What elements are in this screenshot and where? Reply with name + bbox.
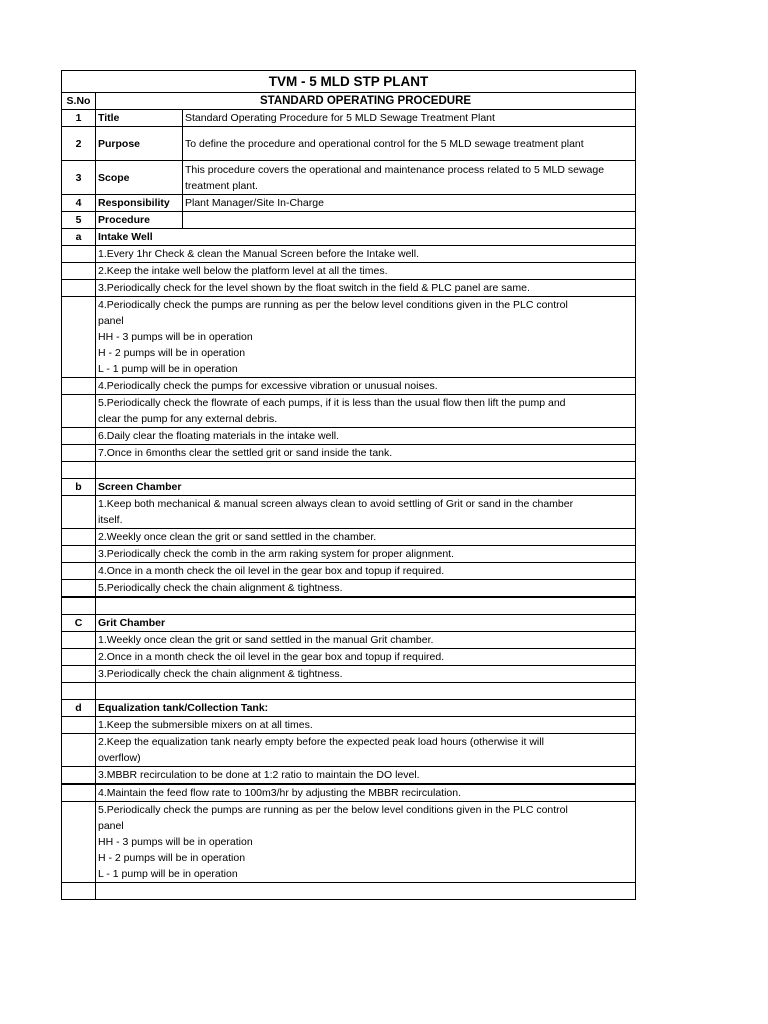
- row-label: Scope: [96, 161, 183, 195]
- step-number-cell: [62, 263, 96, 280]
- step-row: [62, 546, 636, 563]
- section-letter: C: [62, 615, 96, 632]
- step-number-cell: [62, 734, 96, 767]
- blank-cell: [96, 462, 636, 479]
- step-line: HH - 3 pumps will be in operation: [98, 836, 253, 848]
- step-line: 6.Daily clear the floating materials in the intake well.: [98, 430, 340, 442]
- step-line: panel: [98, 820, 124, 832]
- step-number-cell: [62, 496, 96, 529]
- row-number: 4: [62, 195, 96, 212]
- step-number-cell: [62, 428, 96, 445]
- step-text: [96, 529, 636, 546]
- step-line: clear the pump for any external debris.: [98, 413, 278, 425]
- section-name: Screen Chamber: [96, 479, 636, 496]
- step-text: [96, 767, 636, 785]
- step-text: [96, 580, 636, 598]
- section-name: Grit Chamber: [96, 615, 636, 632]
- step-row: [62, 649, 636, 666]
- row-label: Procedure: [96, 212, 183, 229]
- row-number: 5: [62, 212, 96, 229]
- blank-row: [62, 462, 636, 479]
- info-row: [62, 212, 636, 229]
- step-line: HH - 3 pumps will be in operation: [98, 331, 253, 343]
- step-row: [62, 263, 636, 280]
- section-name: Equalization tank/Collection Tank:: [96, 700, 636, 717]
- step-line: 3.Periodically check for the level shown by the float switch in the field & PLC panel are same.: [98, 282, 530, 294]
- row-value: This procedure covers the operational and maintenance process related to 5 MLD sewage treatment plant.: [183, 161, 636, 195]
- row-number: 3: [62, 161, 96, 195]
- step-line: 1.Keep both mechanical & manual screen always clean to avoid settling of Grit or sand in the chamber: [98, 498, 574, 510]
- sno-header: S.No: [62, 93, 96, 110]
- step-text: [96, 649, 636, 666]
- section-header-row: [62, 479, 636, 496]
- step-text: [96, 428, 636, 445]
- blank-cell: [62, 597, 96, 615]
- step-text: [96, 297, 636, 378]
- row-number: 1: [62, 110, 96, 127]
- info-row: [62, 161, 636, 195]
- step-text: [96, 496, 636, 529]
- blank-cell: [62, 462, 96, 479]
- blank-cell: [62, 683, 96, 700]
- row-value: To define the procedure and operational control for the 5 MLD sewage treatment plant: [183, 127, 636, 161]
- step-line: 4.Periodically check the pumps are running as per the below level conditions given in the PLC control: [98, 299, 568, 311]
- step-line: itself.: [98, 514, 123, 526]
- blank-cell: [96, 883, 636, 900]
- step-line: 3.Periodically check the comb in the arm raking system for proper alignment.: [98, 548, 454, 560]
- step-row: [62, 784, 636, 802]
- step-line: L - 1 pump will be in operation: [98, 363, 238, 375]
- step-number-cell: [62, 445, 96, 462]
- sop-table-body: [62, 71, 636, 900]
- step-number-cell: [62, 717, 96, 734]
- info-row: [62, 110, 636, 127]
- step-row: [62, 580, 636, 598]
- step-line: 4.Maintain the feed flow rate to 100m3/hr by adjusting the MBBR recirculation.: [98, 787, 462, 799]
- section-name: Intake Well: [96, 229, 636, 246]
- step-line: 1.Every 1hr Check & clean the Manual Screen before the Intake well.: [98, 248, 420, 260]
- blank-cell: [96, 597, 636, 615]
- step-text: [96, 784, 636, 802]
- step-number-cell: [62, 649, 96, 666]
- step-row: [62, 395, 636, 428]
- blank-row: [62, 883, 636, 900]
- step-text: [96, 546, 636, 563]
- step-line: L - 1 pump will be in operation: [98, 868, 238, 880]
- step-number-cell: [62, 280, 96, 297]
- row-value: Standard Operating Procedure for 5 MLD Sewage Treatment Plant: [183, 110, 636, 127]
- step-text: [96, 378, 636, 395]
- step-line: H - 2 pumps will be in operation: [98, 852, 246, 864]
- title-row: [62, 71, 636, 93]
- sop-document: [61, 70, 635, 900]
- step-text: [96, 445, 636, 462]
- step-text: [96, 666, 636, 683]
- step-row: [62, 280, 636, 297]
- step-number-cell: [62, 529, 96, 546]
- step-line: 3.Periodically check the chain alignment & tightness.: [98, 668, 343, 680]
- step-line: 2.Keep the intake well below the platform level at all the times.: [98, 265, 388, 277]
- step-row: [62, 717, 636, 734]
- blank-row: [62, 597, 636, 615]
- row-label: Purpose: [96, 127, 183, 161]
- step-row: [62, 666, 636, 683]
- step-number-cell: [62, 297, 96, 378]
- section-header-row: [62, 615, 636, 632]
- step-text: [96, 802, 636, 883]
- header-row: [62, 93, 636, 110]
- step-number-cell: [62, 632, 96, 649]
- step-text: [96, 717, 636, 734]
- info-row: [62, 127, 636, 161]
- section-letter: d: [62, 700, 96, 717]
- blank-cell: [62, 883, 96, 900]
- step-row: [62, 632, 636, 649]
- step-number-cell: [62, 802, 96, 883]
- step-row: [62, 246, 636, 263]
- step-number-cell: [62, 378, 96, 395]
- step-number-cell: [62, 666, 96, 683]
- step-text: [96, 395, 636, 428]
- section-header-row: [62, 229, 636, 246]
- step-line: 3.MBBR recirculation to be done at 1:2 ratio to maintain the DO level.: [98, 769, 420, 781]
- row-value: [183, 212, 636, 229]
- step-line: 7.Once in 6months clear the settled grit or sand inside the tank.: [98, 447, 393, 459]
- step-number-cell: [62, 767, 96, 785]
- step-line: 4.Once in a month check the oil level in the gear box and topup if required.: [98, 565, 445, 577]
- step-row: [62, 428, 636, 445]
- document-title: TVM - 5 MLD STP PLANT: [62, 71, 636, 93]
- step-number-cell: [62, 563, 96, 580]
- step-row: [62, 802, 636, 883]
- step-row: [62, 767, 636, 785]
- step-number-cell: [62, 784, 96, 802]
- step-line: 5.Periodically check the pumps are running as per the below level conditions given in the PLC control: [98, 804, 568, 816]
- step-text: [96, 280, 636, 297]
- step-text: [96, 246, 636, 263]
- row-label: Title: [96, 110, 183, 127]
- step-number-cell: [62, 395, 96, 428]
- step-row: [62, 496, 636, 529]
- row-label: Responsibility: [96, 195, 183, 212]
- step-line: 4.Periodically check the pumps for excessive vibration or unusual noises.: [98, 380, 438, 392]
- row-number: 2: [62, 127, 96, 161]
- step-row: [62, 734, 636, 767]
- step-line: 2.Keep the equalization tank nearly empty before the expected peak load hours (otherwise it will: [98, 736, 544, 748]
- sop-table: [61, 70, 636, 900]
- step-text: [96, 263, 636, 280]
- step-text: [96, 734, 636, 767]
- step-line: 5.Periodically check the flowrate of each pumps, if it is less than the usual flow then lift the pump and: [98, 397, 566, 409]
- step-line: 2.Once in a month check the oil level in the gear box and topup if required.: [98, 651, 445, 663]
- section-header-row: [62, 700, 636, 717]
- step-line: H - 2 pumps will be in operation: [98, 347, 246, 359]
- row-value: Plant Manager/Site In-Charge: [183, 195, 636, 212]
- step-line: overflow): [98, 752, 141, 764]
- step-line: 1.Keep the submersible mixers on at all times.: [98, 719, 313, 731]
- section-letter: a: [62, 229, 96, 246]
- step-line: 2.Weekly once clean the grit or sand settled in the chamber.: [98, 531, 377, 543]
- step-line: 1.Weekly once clean the grit or sand settled in the manual Grit chamber.: [98, 634, 434, 646]
- step-line: panel: [98, 315, 124, 327]
- step-text: [96, 632, 636, 649]
- section-letter: b: [62, 479, 96, 496]
- step-number-cell: [62, 546, 96, 563]
- step-number-cell: [62, 246, 96, 263]
- sop-heading: STANDARD OPERATING PROCEDURE: [96, 93, 636, 110]
- step-text: [96, 563, 636, 580]
- step-line: 5.Periodically check the chain alignment & tightness.: [98, 582, 343, 594]
- info-row: [62, 195, 636, 212]
- step-number-cell: [62, 580, 96, 598]
- step-row: [62, 445, 636, 462]
- step-row: [62, 529, 636, 546]
- step-row: [62, 563, 636, 580]
- blank-row: [62, 683, 636, 700]
- step-row: [62, 378, 636, 395]
- blank-cell: [96, 683, 636, 700]
- step-row: [62, 297, 636, 378]
